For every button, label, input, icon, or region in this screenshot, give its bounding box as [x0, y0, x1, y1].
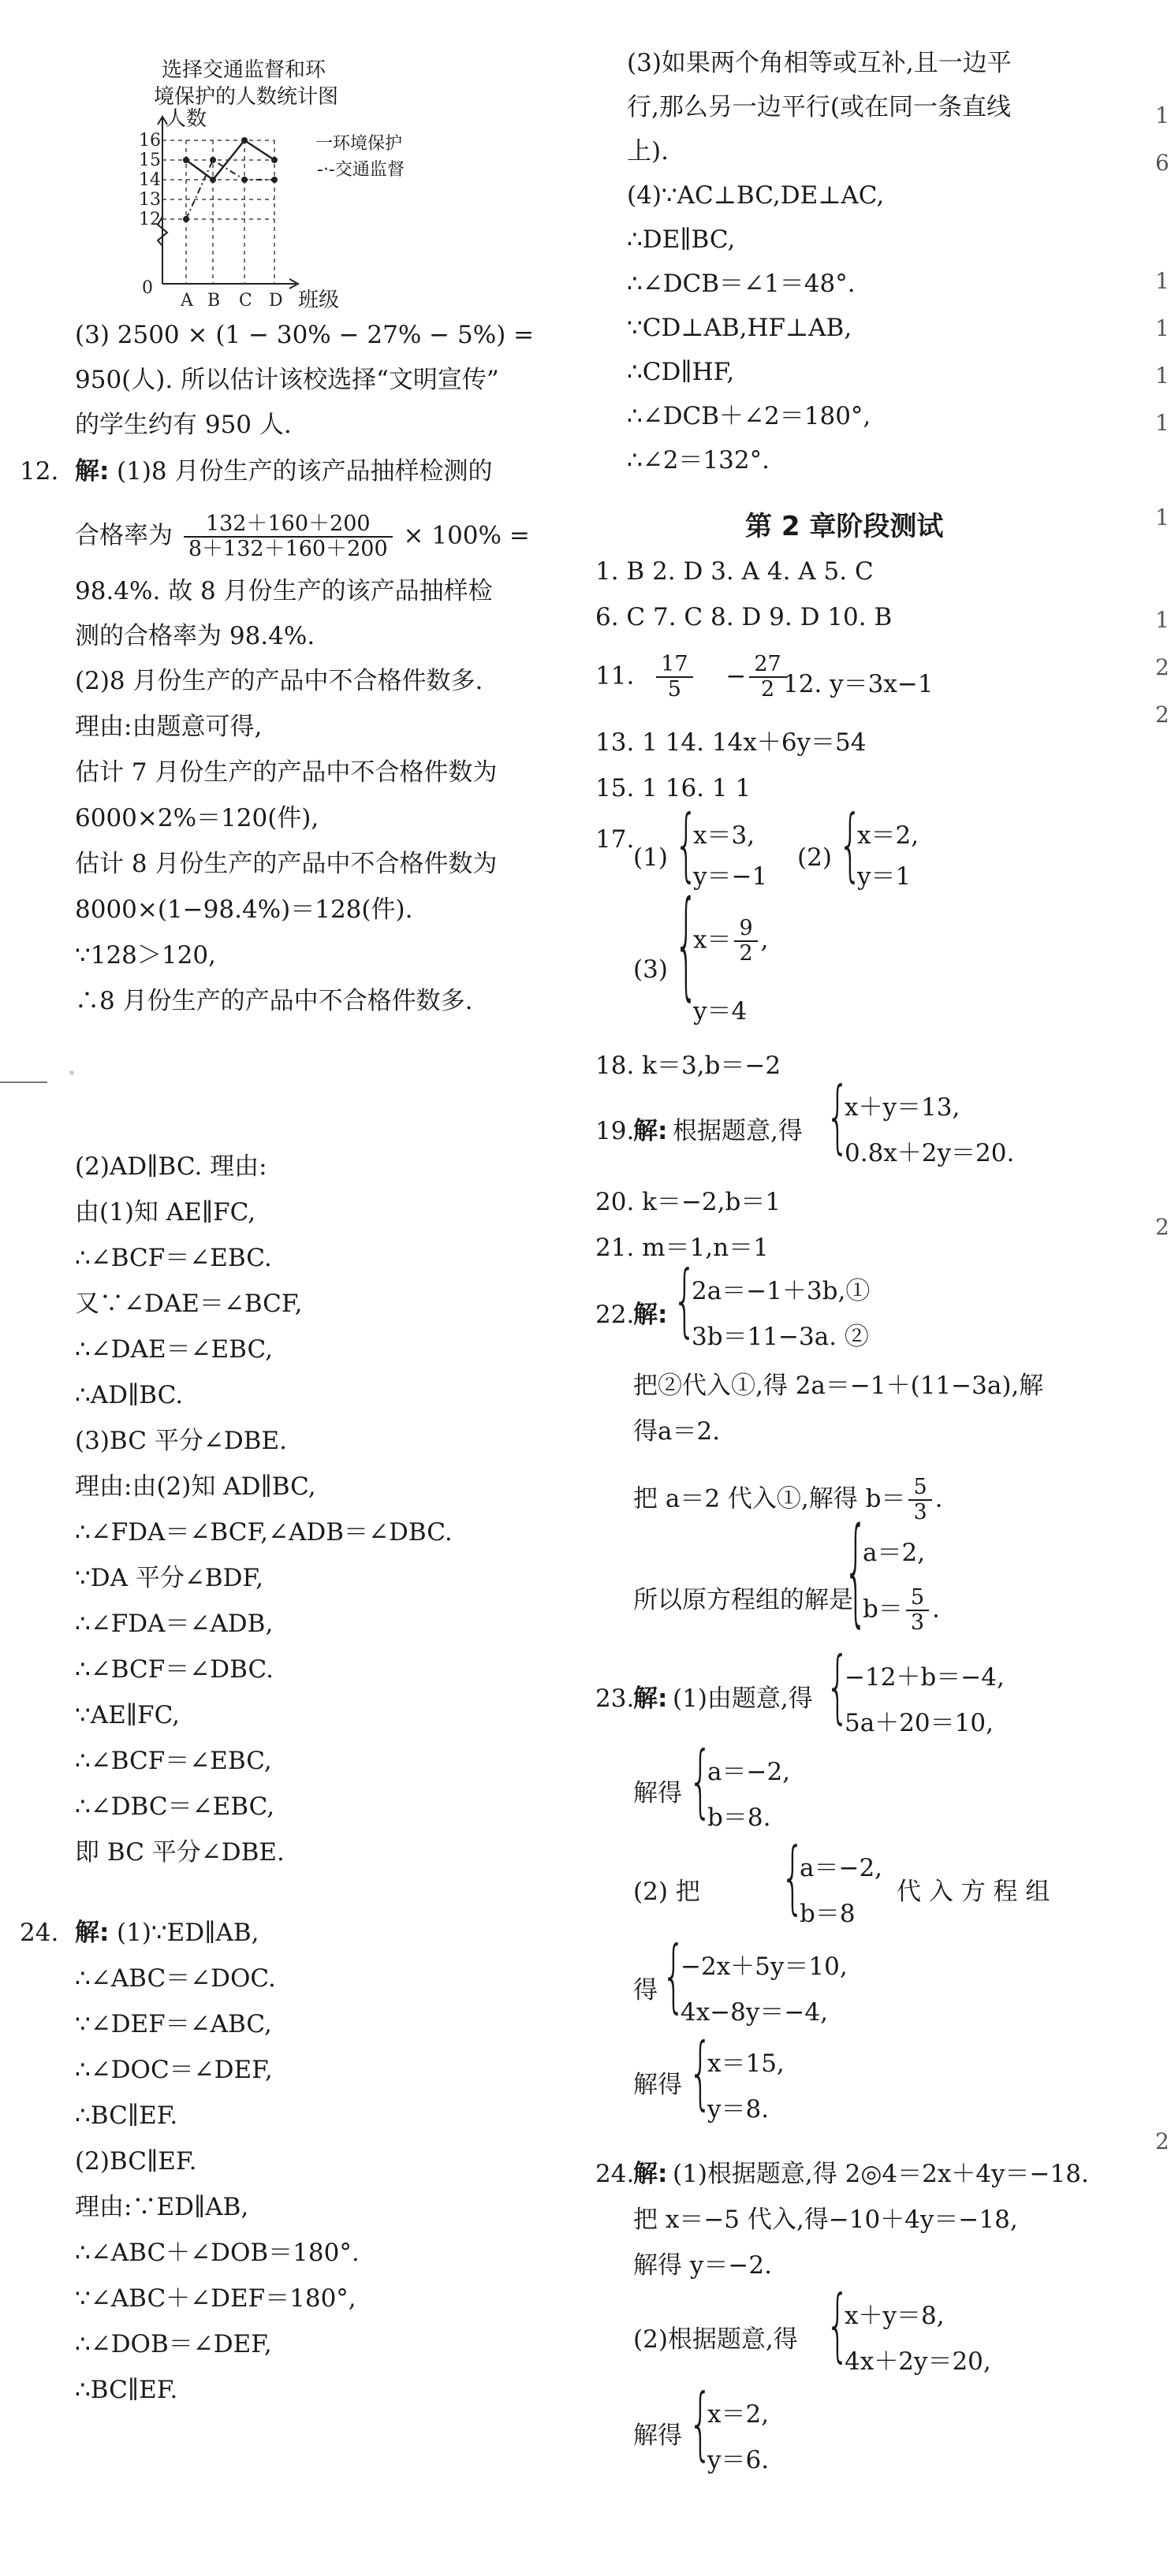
q23-s4-row2: 4x−8y＝−4, [681, 1998, 828, 2027]
q12-line4: 测的合格率为 98.4%. [75, 622, 315, 650]
q23-left-line-10: ∵DA 平分∠BDF, [75, 1564, 263, 1592]
q15-q16-answer: 15. 1 16. 1 1 [595, 774, 751, 802]
q23-s5-row1: x＝15, [707, 2049, 785, 2078]
edge-fragment: 2 [1155, 654, 1169, 680]
q23-solve1: 解得 [633, 1779, 682, 1807]
q17-part3-label: (3) [633, 955, 668, 984]
chart-ylabel: 人数 [166, 107, 207, 131]
q23-left-line-9: ∴∠FDA＝∠BCF,∠ADB＝∠DBC. [75, 1518, 453, 1547]
edge-fragment: 1 [1155, 410, 1169, 436]
p3-line2: 950(人). 所以估计该校选择“文明宣传” [75, 366, 499, 394]
svg-text:A: A [181, 291, 193, 311]
edge-fragment: 2 [1155, 2128, 1169, 2154]
q23-left-line-1: (2)AD∥BC. 理由: [75, 1152, 267, 1181]
q22-line4: 所以原方程组的解是 [633, 1586, 853, 1614]
right-top-line-3: 上). [627, 137, 669, 166]
q11-minus: − [725, 661, 747, 691]
q12-line8: 6000×2%＝120(件), [75, 804, 319, 832]
q19-row2: 0.8x＋2y＝20. [845, 1139, 1015, 1167]
svg-text:0: 0 [142, 278, 153, 298]
q23-left-line-7: (3)BC 平分∠DBE. [75, 1427, 287, 1455]
q17-s2-row2: y＝1 [857, 862, 912, 891]
q24-left-line-9: ∴∠DOB＝∠DEF, [75, 2330, 272, 2358]
answers-row1: 1. B 2. D 3. A 4. A 5. C [595, 557, 874, 586]
q23-left-line-16: 即 BC 平分∠DBE. [75, 1838, 285, 1867]
q19-text: 根据题意,得 [673, 1117, 803, 1145]
edge-fragment: 1 [1155, 315, 1169, 341]
q19-number: 19. [595, 1117, 635, 1145]
q22-solution-system: { a＝2, b＝ $\frac{5}{3}$ . [844, 1503, 940, 1640]
q24-solution-label: 解: [75, 1919, 110, 1947]
svg-text:12: 12 [139, 210, 161, 229]
margin-dot [69, 1070, 74, 1075]
series-environment-line [186, 140, 274, 180]
q22-sol-frac [906, 1586, 929, 1635]
q22-sol-frac-den: 3 [910, 1610, 925, 1635]
q24r-number: 24. [595, 2160, 635, 2188]
bar-line-chart [118, 47, 481, 315]
chart-xlabel: 班级 [298, 288, 340, 312]
q11-frac1-num: 17 [656, 653, 692, 678]
q23-left-line-5: ∴∠DAE＝∠EBC, [75, 1335, 273, 1364]
margin-dash [0, 1081, 47, 1083]
q22-sol-row1: a＝2, [863, 1539, 926, 1567]
q24r-s1-row2: 4x＋2y＝20, [845, 2347, 991, 2376]
q22-system: { 2a＝−1＋3b,① 3b＝11−3a. ② [673, 1254, 871, 1351]
q23-s1-row1: −12＋b＝−4, [845, 1663, 1005, 1692]
edge-fragment: 1 [1155, 363, 1169, 389]
q12-solution-label: 解: [75, 457, 110, 486]
q23-left-line-2: 由(1)知 AE∥FC, [75, 1198, 256, 1227]
edge-fragment: 2 [1155, 1214, 1169, 1240]
q11-frac2-den: 2 [760, 677, 775, 702]
p3-line1: (3) 2500 × (1 − 30% − 27% − 5%) = [75, 321, 535, 349]
right-top-line-5: ∴DE∥BC, [627, 225, 736, 254]
q11 [595, 653, 789, 702]
svg-text:C: C [239, 291, 252, 311]
right-top-line-7: ∵CD⊥AB,HF⊥AB, [627, 314, 852, 342]
q23-left-line-6: ∴AD∥BC. [75, 1381, 184, 1409]
q23-system2: { a＝−2, b＝8. [688, 1735, 791, 1832]
q23-part2-text: 代 入 方 程 组 [897, 1878, 1050, 1906]
q17-s3-frac [734, 917, 757, 966]
q17-part2-label: (2) [797, 843, 832, 872]
chart-svg [118, 47, 481, 315]
q17-system3: { x＝ $\frac{9}{2}$ , y＝4 [674, 877, 769, 1026]
q11-frac1 [656, 653, 692, 702]
right-top-line-4: (4)∵AC⊥BC,DE⊥AC, [627, 181, 885, 210]
q12-line7: 估计 7 月份生产的产品中不合格件数为 [75, 758, 498, 787]
q17-s3-row2: y＝4 [693, 997, 748, 1026]
q22-frac [908, 1476, 931, 1524]
q11-frac1-den: 5 [667, 677, 681, 702]
right-top-line-10: ∴∠2＝132°. [627, 446, 770, 475]
q22-frac-den: 3 [913, 1500, 927, 1524]
answers-row2: 6. C 7. C 8. D 9. D 10. B [595, 603, 893, 631]
svg-text:16: 16 [139, 131, 161, 151]
q13-q14-answer: 13. 1 14. 14x＋6y＝54 [595, 728, 867, 757]
q23-text: (1)由题意,得 [673, 1684, 813, 1713]
q22-line3 [633, 1476, 943, 1524]
svg-text:13: 13 [139, 190, 161, 210]
edge-fragment: 6 [1155, 150, 1169, 176]
right-top-line-9: ∴∠DCB＋∠2＝180°, [627, 402, 871, 430]
right-top-line-1: (3)如果两个角相等或互补,且一边平 [627, 49, 1012, 77]
q23-solution-label: 解: [633, 1684, 668, 1713]
grid-lines [162, 140, 274, 284]
right-top-line-2: 行,那么另一边平行(或在同一条直线 [627, 93, 1011, 121]
q24-left-line-1: ∴∠ABC＝∠DOC. [75, 1964, 276, 1993]
q22-line3-end: . [934, 1484, 943, 1513]
q22-line2: 得a＝2. [633, 1417, 721, 1446]
q12-number: 12. [20, 457, 59, 486]
q12-line9: 估计 8 月份生产的产品中不合格件数为 [75, 850, 498, 878]
q17-s3-frac-num: 9 [734, 917, 757, 942]
q12-rate-label: 合格率为 [75, 521, 173, 550]
q12-fraction-denominator: 8＋132＋160＋200 [188, 537, 388, 561]
q23-system1: { −12＋b＝−4, 5a＋20＝10, [826, 1640, 1005, 1737]
q23-system5: { x＝15, y＝8. [688, 2027, 785, 2124]
q17-system2: { x＝2, y＝1 [838, 798, 919, 892]
q22-line3-text: 把 a＝2 代入①,解得 b＝ [633, 1484, 906, 1513]
q23-s1-row2: 5a＋20＝10, [845, 1709, 994, 1737]
q22-sol-frac-num: 5 [906, 1586, 929, 1611]
right-top-line-8: ∴CD∥HF, [627, 358, 735, 386]
q23-s2-row2: b＝8. [707, 1804, 771, 1832]
p3-line3: 的学生约有 950 人. [75, 411, 292, 439]
q23-s3-row1: a＝−2, [800, 1854, 883, 1882]
q21-answer: 21. m＝1,n＝1 [595, 1234, 769, 1262]
q23-s2-row1: a＝−2, [707, 1758, 791, 1786]
series-traffic-points [183, 157, 278, 222]
legend-traffic: -·-交通监督 [317, 160, 405, 180]
edge-fragment: 1 [1155, 607, 1169, 633]
q24-left-line-3: ∴∠DOC＝∠DEF, [75, 2056, 273, 2084]
q12-percent: × 100% = [403, 521, 530, 550]
q23-de: 得 [633, 1976, 658, 2005]
q12-line1: (1)8 月份生产的该产品抽样检测的 [117, 457, 493, 486]
q24-left-line-2: ∵∠DEF＝∠ABC, [75, 2010, 272, 2038]
q22-row1: 2a＝−1＋3b,① [692, 1277, 871, 1305]
q23-part2-label: (2) 把 [633, 1878, 700, 1906]
q23-s4-row1: −2x＋5y＝10, [681, 1952, 848, 1981]
q19-solution-label: 解: [633, 1117, 668, 1145]
chapter-title: 第 2 章阶段测试 [745, 511, 944, 542]
q23-number: 23. [595, 1684, 635, 1713]
q22-row2: 3b＝11−3a. ② [692, 1323, 869, 1351]
legend-environment: 一环境保护 [315, 134, 403, 154]
q23-left-line-8: 理由:由(2)知 AD∥BC, [75, 1472, 316, 1501]
q24-left-line-4: ∴BC∥EF. [75, 2101, 178, 2130]
svg-text:14: 14 [139, 170, 161, 190]
q12-fraction [184, 512, 393, 561]
edge-fragment: 1 [1155, 504, 1169, 530]
q19-row1: x＋y＝13, [845, 1093, 960, 1122]
q24r-s2-row1: x＝2, [707, 2400, 770, 2429]
q24-left-line-5: (2)BC∥EF. [75, 2147, 197, 2176]
q23-left-line-12: ∴∠BCF＝∠DBC. [75, 1655, 274, 1684]
q12-line11: ∵128＞120, [75, 941, 216, 970]
q22-sol-end: . [932, 1595, 940, 1624]
chart-title-line1: 选择交通监督和环 [162, 58, 326, 82]
q23-solve2: 解得 [633, 2071, 682, 2099]
q24r-line4: (2)根据题意,得 [633, 2325, 798, 2354]
q11-frac2-num: 27 [749, 653, 785, 678]
q23-s3-row2: b＝8 [800, 1900, 856, 1928]
right-top-line-6: ∴∠DCB＝∠1＝48°. [627, 270, 856, 298]
q24r-s1-row1: x＋y＝8, [845, 2302, 945, 2330]
q23-left-line-14: ∴∠BCF＝∠EBC, [75, 1747, 272, 1775]
q17-s2-row1: x＝2, [857, 821, 919, 850]
q24r-system2: { x＝2, y＝6. [688, 2377, 770, 2474]
q18-answer: 18. k＝3,b＝−2 [595, 1052, 781, 1080]
svg-text:D: D [269, 291, 283, 311]
q20-answer: 20. k＝−2,b＝1 [595, 1188, 781, 1216]
x-tick-labels [180, 291, 283, 311]
y-tick-labels [139, 131, 161, 298]
q17-s3-comma: , [760, 925, 769, 955]
q11-number: 11. [595, 661, 635, 691]
q23-left-line-4: 又∵∠DAE＝∠BCF, [75, 1290, 303, 1318]
q22-solution-label: 解: [633, 1301, 668, 1329]
q17-s3-frac-den: 2 [739, 941, 753, 966]
q24-number: 24. [20, 1919, 59, 1947]
q17-s1-row1: x＝3, [693, 821, 755, 850]
q17-s3-x: x＝ [693, 925, 732, 955]
q23-s5-row2: y＝8. [707, 2095, 770, 2124]
q22-sol-b: b＝ [863, 1595, 903, 1624]
edge-fragment: 1 [1155, 102, 1169, 128]
q23-left-line-13: ∵AE∥FC, [75, 1701, 181, 1729]
q17-part1-label: (1) [633, 843, 668, 872]
q12-line3: 98.4%. 故 8 月份生产的该产品抽样检 [75, 577, 493, 605]
q24-left-line-6: 理由:∵ED∥AB, [75, 2193, 249, 2221]
q17-s3-row1 [693, 917, 769, 966]
q23-system3: { a＝−2, b＝8 [781, 1831, 883, 1928]
q17-s1-row2: y＝−1 [693, 862, 768, 891]
q12-fraction-numerator: 132＋160＋200 [184, 512, 393, 538]
q24r-line3: 解得 y＝−2. [633, 2251, 772, 2280]
q24r-solution-label: 解: [633, 2160, 668, 2188]
q12-answer: 12. y＝3x−1 [783, 670, 934, 698]
edge-fragment: 1 [1155, 268, 1169, 294]
q24r-system1: { x＋y＝8, 4x＋2y＝20, [826, 2279, 991, 2376]
q24r-line1: (1)根据题意,得 2◎4＝2x＋4y＝−18. [673, 2160, 1089, 2188]
q22-number: 22. [595, 1301, 635, 1329]
q12-line12: ∴8 月份生产的产品中不合格件数多. [75, 987, 473, 1015]
q22-sol-row2 [863, 1586, 940, 1635]
q23-left-line-3: ∴∠BCF＝∠EBC. [75, 1244, 272, 1272]
q23-left-line-15: ∴∠DBC＝∠EBC, [75, 1792, 275, 1821]
q24-left-line-7: ∴∠ABC＋∠DOB＝180°. [75, 2239, 360, 2267]
q12-line5: (2)8 月份生产的产品中不合格件数多. [75, 667, 483, 695]
q24r-s2-row2: y＝6. [707, 2446, 770, 2474]
q24r-solve: 解得 [633, 2422, 682, 2450]
q11-frac2 [749, 653, 785, 702]
q23-system4: { −2x＋5y＝10, 4x−8y＝−4, [662, 1930, 848, 2027]
q24r-line2: 把 x＝−5 代入,得−10＋4y＝−18, [633, 2206, 1018, 2234]
q12-line2 [75, 512, 530, 561]
q12-line10: 8000×(1−98.4%)＝128(件). [75, 895, 413, 924]
q17-number: 17. [595, 825, 635, 854]
edge-fragment: 2 [1155, 702, 1169, 728]
q24-left-line-10: ∴BC∥EF. [75, 2376, 178, 2404]
q23-left-line-11: ∴∠FDA＝∠ADB, [75, 1610, 274, 1638]
q22-frac-num: 5 [908, 1476, 931, 1501]
q17-system1: { x＝3, y＝−1 [674, 798, 768, 892]
q24-first-line: (1)∵ED∥AB, [117, 1919, 259, 1947]
q19-system: { x＋y＝13, 0.8x＋2y＝20. [826, 1070, 1015, 1167]
chart-title-line2: 境保护的人数统计图 [154, 85, 339, 109]
q22-line1: 把②代入①,得 2a＝−1＋(11−3a),解 [633, 1372, 1044, 1400]
svg-text:B: B [207, 291, 221, 311]
q24-left-line-8: ∵∠ABC＋∠DEF＝180°, [75, 2284, 356, 2313]
svg-text:15: 15 [139, 151, 161, 170]
q12-line6: 理由:由题意可得, [75, 713, 263, 741]
